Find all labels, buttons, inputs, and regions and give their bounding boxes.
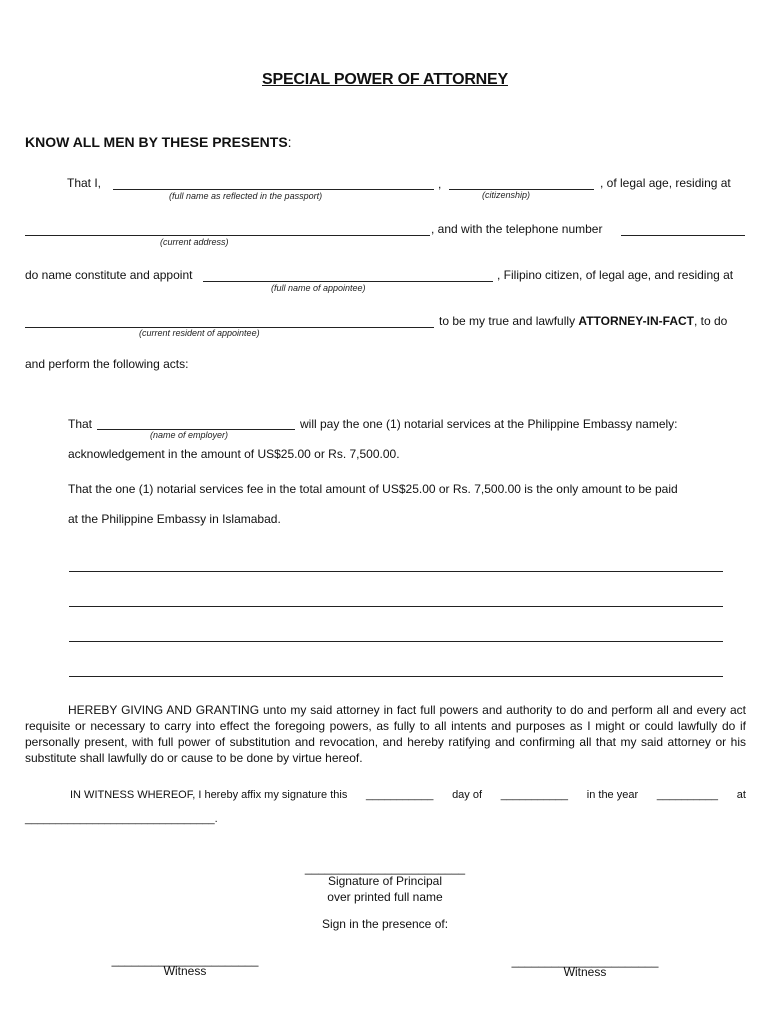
principal-signature-line[interactable]: ________________________ bbox=[304, 861, 466, 875]
year-blank[interactable]: __________ bbox=[656, 789, 719, 801]
full-name-field[interactable] bbox=[113, 189, 434, 190]
witness-whereof-line bbox=[70, 789, 746, 801]
presence-label: Sign in the presence of: bbox=[321, 917, 449, 931]
acknowledgement-text: acknowledgement in the amount of US$25.00 or Rs. 7,500.00. bbox=[68, 447, 400, 461]
acts-intro: and perform the following acts: bbox=[25, 357, 189, 371]
hereby-text: HEREBY GIVING AND GRANTING unto my said attorney in fact full powers and authority to do and perform all and every act requisite or necessary to carry into effect the foregoing powers, as fully to all intents and purposes as I might or could lawfully do if personally present, with full power of substitution and revocation, and hereby ratifying and confirming all that my said attorney or his substitute shall lawfully do or cause to be done by virtue hereof. bbox=[25, 703, 746, 765]
day-blank[interactable]: ___________ bbox=[366, 789, 434, 801]
current-address-field[interactable] bbox=[25, 235, 430, 236]
telephone-text: , and with the telephone number bbox=[431, 222, 603, 236]
fee-line-2: at the Philippine Embassy in Islamabad. bbox=[68, 512, 281, 526]
comma-separator: , bbox=[438, 177, 442, 191]
notarial-services-text: will pay the one (1) notarial services at the Philippine Embassy namely: bbox=[300, 417, 678, 431]
attorney-in-fact-bold: ATTORNEY-IN-FACT bbox=[578, 314, 694, 328]
citizenship-caption: (citizenship) bbox=[482, 190, 531, 200]
document-title: SPECIAL POWER OF ATTORNEY bbox=[262, 71, 508, 88]
appointee-name-field[interactable] bbox=[203, 281, 493, 282]
that-label: That bbox=[68, 417, 93, 431]
witness-whereof-part1: IN WITNESS WHEREOF, I hereby affix my signature this bbox=[70, 789, 348, 801]
witness-whereof-part2: day of bbox=[452, 789, 483, 801]
blank-line-4[interactable] bbox=[69, 676, 723, 677]
blank-line-1[interactable] bbox=[69, 571, 723, 572]
appointee-caption: (full name of appointee) bbox=[271, 283, 366, 293]
hereby-paragraph bbox=[25, 702, 746, 766]
resident-caption: (current resident of appointee) bbox=[139, 328, 260, 338]
filipino-citizen-text: , Filipino citizen, of legal age, and residing at bbox=[497, 268, 734, 282]
witness-whereof-part4: at bbox=[736, 789, 746, 801]
telephone-field[interactable] bbox=[621, 235, 745, 236]
printed-name-label: over printed full name bbox=[327, 890, 443, 904]
witness-left-label: Witness bbox=[163, 964, 207, 978]
month-blank[interactable]: ___________ bbox=[500, 789, 569, 801]
witness-whereof-part3: in the year bbox=[586, 789, 639, 801]
legal-age-residing-text: , of legal age, residing at bbox=[600, 176, 731, 190]
appoint-text: do name constitute and appoint bbox=[25, 268, 193, 282]
blank-line-3[interactable] bbox=[69, 641, 723, 642]
that-i-label: That I, bbox=[67, 176, 102, 190]
witness-right-line[interactable]: ______________________ bbox=[511, 954, 659, 968]
place-blank[interactable]: _______________________________. bbox=[25, 813, 218, 825]
signature-label: Signature of Principal bbox=[327, 874, 443, 888]
attorney-post: , to do bbox=[693, 314, 728, 328]
know-all-men-heading bbox=[25, 134, 292, 150]
address-caption: (current address) bbox=[160, 237, 229, 247]
attorney-in-fact-text bbox=[439, 314, 727, 328]
witness-left-line[interactable]: ______________________ bbox=[111, 953, 259, 967]
heading-colon: : bbox=[287, 134, 292, 150]
blank-line-2[interactable] bbox=[69, 606, 723, 607]
fee-line-1: That the one (1) notarial services fee in the total amount of US$25.00 or Rs. 7,500.00 is the only amount to be paid bbox=[68, 482, 678, 496]
full-name-caption: (full name as reflected in the passport) bbox=[169, 191, 323, 201]
witness-right-label: Witness bbox=[563, 965, 607, 979]
heading-text: KNOW ALL MEN BY THESE PRESENTS bbox=[25, 134, 288, 150]
attorney-pre: to be my true and lawfully bbox=[439, 314, 576, 328]
employer-caption: (name of employer) bbox=[150, 430, 229, 440]
